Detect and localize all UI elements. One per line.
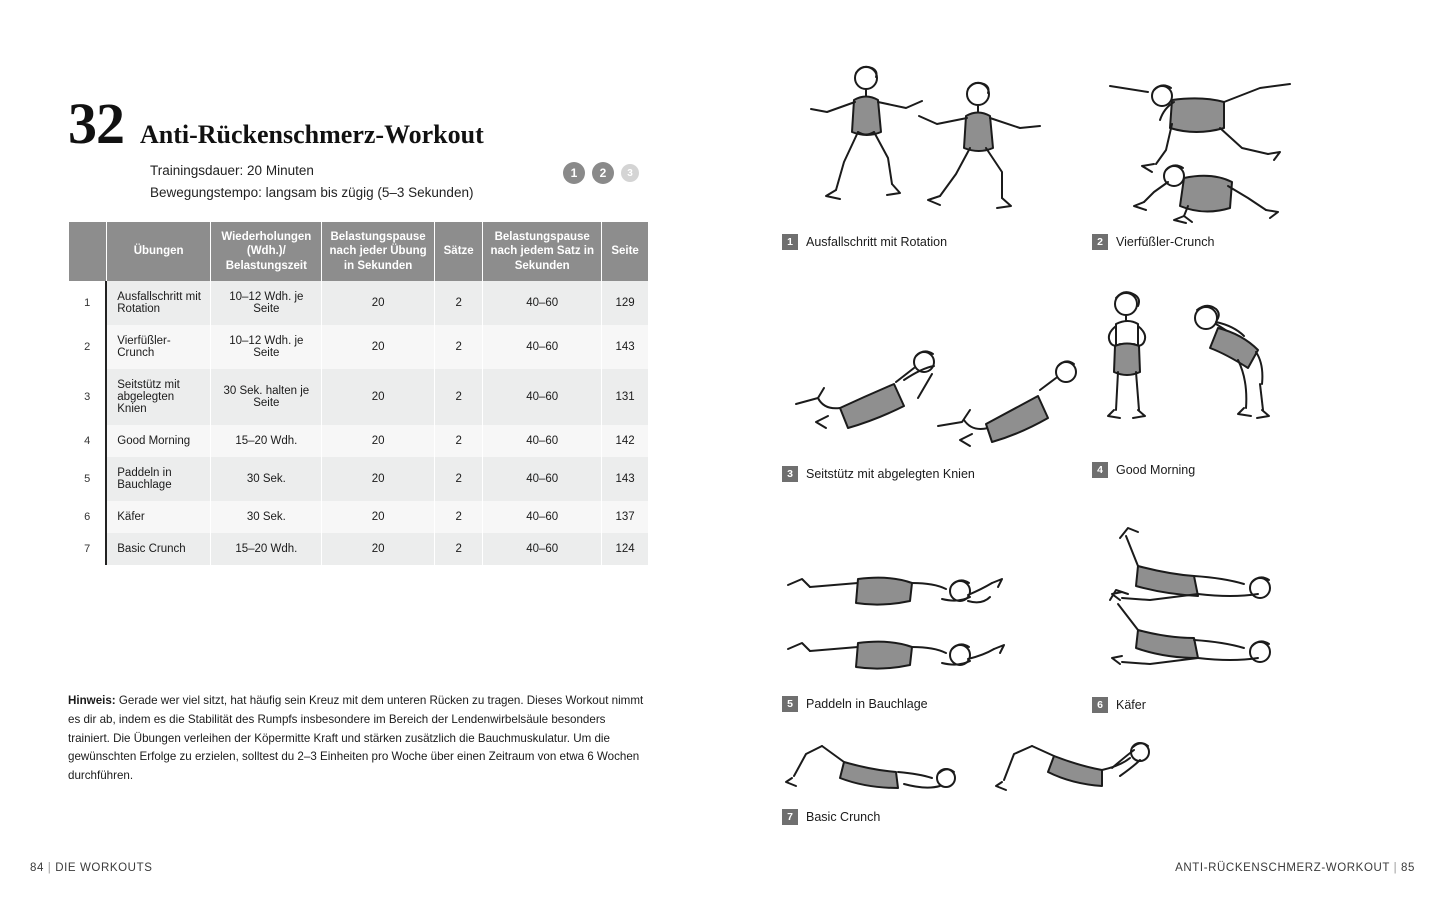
difficulty-levels	[563, 162, 639, 184]
table-row	[69, 281, 649, 325]
table-row	[69, 369, 649, 425]
footer-separator-right: |	[1393, 862, 1398, 874]
level-badge-2: 2	[592, 162, 614, 184]
good-morning-illustration	[1092, 278, 1342, 458]
row-reps: 10–12 Wdh. je Seite	[211, 281, 322, 325]
footer-section-right: ANTI-RÜCKENSCHMERZ-WORKOUT	[1175, 862, 1390, 874]
col-reps: Wiederholungen (Wdh.)/ Belastungszeit	[211, 222, 322, 281]
row-index: 5	[69, 457, 107, 501]
exercise-figure-3	[782, 330, 1082, 482]
col-index	[69, 222, 107, 281]
row-reps: 10–12 Wdh. je Seite	[211, 325, 322, 369]
workout-table	[68, 222, 648, 565]
hint-label: Hinweis:	[68, 694, 116, 707]
row-index: 4	[69, 425, 107, 457]
table-row	[69, 501, 649, 533]
row-pause-exercise: 20	[322, 325, 435, 369]
row-sets: 2	[434, 325, 482, 369]
exercise-caption-3	[782, 466, 1082, 482]
side-plank-illustration	[782, 330, 1082, 460]
lunge-rotation-illustration	[782, 58, 1067, 228]
row-sets: 2	[434, 533, 482, 565]
exercise-caption-2	[1092, 234, 1382, 250]
row-page: 137	[602, 501, 648, 533]
exercise-figure-6	[1092, 518, 1382, 713]
col-pause-set: Belastungspause nach jedem Satz in Sekunden	[483, 222, 602, 281]
row-pause-exercise: 20	[322, 533, 435, 565]
row-pause-exercise: 20	[322, 281, 435, 325]
exercise-illustration-7	[782, 728, 1182, 803]
footer-section-left: DIE WORKOUTS	[55, 862, 153, 874]
hint-paragraph	[68, 692, 648, 786]
row-sets: 2	[434, 501, 482, 533]
row-pause-exercise: 20	[322, 369, 435, 425]
row-pause-exercise: 20	[322, 501, 435, 533]
row-pause-set: 40–60	[483, 425, 602, 457]
row-exercise: Ausfallschritt mit Rotation	[106, 281, 211, 325]
exercise-illustration-6	[1092, 518, 1382, 693]
row-pause-exercise: 20	[322, 457, 435, 501]
exercise-number-badge-7: 7	[782, 809, 798, 825]
dead-bug-illustration	[1092, 518, 1382, 693]
exercise-figure-5	[782, 555, 1072, 712]
footer-page-number-right: 85	[1401, 862, 1415, 874]
row-exercise: Seitstütz mit abgelegten Knien	[106, 369, 211, 425]
exercise-label-7: Basic Crunch	[806, 810, 881, 824]
exercise-illustration-1	[782, 58, 1067, 228]
row-pause-set: 40–60	[483, 369, 602, 425]
exercise-caption-5	[782, 696, 1072, 712]
workout-meta	[150, 160, 473, 205]
row-reps: 30 Sek. halten je Seite	[211, 369, 322, 425]
exercise-illustration-3	[782, 330, 1082, 460]
exercise-number-badge-3: 3	[782, 466, 798, 482]
row-pause-set: 40–60	[483, 533, 602, 565]
footer-page-number-left: 84	[30, 862, 44, 874]
row-sets: 2	[434, 281, 482, 325]
row-exercise: Good Morning	[106, 425, 211, 457]
col-sets: Sätze	[434, 222, 482, 281]
exercise-number-badge-2: 2	[1092, 234, 1108, 250]
row-page: 131	[602, 369, 648, 425]
row-page: 129	[602, 281, 648, 325]
table-row	[69, 325, 649, 369]
row-exercise: Basic Crunch	[106, 533, 211, 565]
row-pause-set: 40–60	[483, 281, 602, 325]
row-index: 2	[69, 325, 107, 369]
col-page: Seite	[602, 222, 648, 281]
col-exercises: Übungen	[106, 222, 211, 281]
row-exercise: Paddeln in Bauchlage	[106, 457, 211, 501]
page-title: Anti-Rückenschmerz-Workout	[140, 120, 484, 149]
exercise-label-2: Vierfüßler-Crunch	[1116, 235, 1215, 249]
right-page	[722, 0, 1445, 912]
row-index: 6	[69, 501, 107, 533]
footer-left	[30, 862, 152, 874]
footer-separator-left: |	[47, 862, 52, 874]
table-body	[69, 281, 649, 565]
row-sets: 2	[434, 369, 482, 425]
row-reps: 30 Sek.	[211, 501, 322, 533]
exercise-figure-1	[782, 58, 1067, 250]
table-row	[69, 533, 649, 565]
movement-tempo: Bewegungstempo: langsam bis zügig (5–3 Sekunden)	[150, 185, 474, 201]
level-badge-3: 3	[621, 164, 639, 182]
row-index: 1	[69, 281, 107, 325]
exercise-label-6: Käfer	[1116, 698, 1146, 712]
exercise-label-1: Ausfallschritt mit Rotation	[806, 235, 948, 249]
row-pause-set: 40–60	[483, 325, 602, 369]
quadruped-crunch-illustration	[1092, 58, 1382, 228]
exercise-caption-1	[782, 234, 1067, 250]
exercise-caption-6	[1092, 697, 1382, 713]
hint-text: Gerade wer viel sitzt, hat häufig sein Kreuz mit dem unteren Rücken zu tragen. Dieses Workout nimmt es dir ab, indem es die Stabilität des Rumpfs insbesondere im Bereich der Lendenwirbelsäule besonders trainiert. Die Übungen verleihen der Köpermitte Kraft und stärken zusätzlich die Bauchmuskulatur. Um die gewünschten Erfolge zu erzielen, solltest du 2–3 Einheiten pro Woche über einen Zeitraum von etwa 6 Wochen durchführen.	[68, 694, 644, 783]
basic-crunch-illustration	[782, 728, 1182, 803]
prone-paddling-illustration	[782, 555, 1072, 690]
row-pause-set: 40–60	[483, 501, 602, 533]
row-reps: 30 Sek.	[211, 457, 322, 501]
exercise-illustration-4	[1092, 278, 1342, 458]
exercise-number-badge-4: 4	[1092, 462, 1108, 478]
row-exercise: Vierfüßler-Crunch	[106, 325, 211, 369]
footer-right	[1175, 862, 1415, 874]
exercise-figure-7	[782, 728, 1182, 825]
row-page: 143	[602, 325, 648, 369]
table-header-row	[69, 222, 649, 281]
exercise-caption-4	[1092, 462, 1342, 478]
exercise-number-badge-1: 1	[782, 234, 798, 250]
exercise-figure-2	[1092, 58, 1382, 250]
exercise-label-5: Paddeln in Bauchlage	[806, 697, 928, 711]
row-sets: 2	[434, 457, 482, 501]
training-duration: Trainingsdauer: 20 Minuten	[150, 163, 314, 178]
col-pause-exercise: Belastungspause nach jeder Übung in Sekunden	[322, 222, 435, 281]
workout-number: 32	[68, 91, 124, 156]
row-pause-set: 40–60	[483, 457, 602, 501]
exercise-label-3: Seitstütz mit abgelegten Knien	[806, 467, 975, 481]
row-page: 143	[602, 457, 648, 501]
exercise-figure-4	[1092, 278, 1342, 478]
workout-heading	[68, 91, 668, 156]
exercise-caption-7	[782, 809, 1182, 825]
row-page: 124	[602, 533, 648, 565]
table-row	[69, 457, 649, 501]
row-pause-exercise: 20	[322, 425, 435, 457]
row-exercise: Käfer	[106, 501, 211, 533]
row-index: 3	[69, 369, 107, 425]
exercise-number-badge-6: 6	[1092, 697, 1108, 713]
left-page	[0, 0, 722, 912]
level-badge-1: 1	[563, 162, 585, 184]
row-reps: 15–20 Wdh.	[211, 533, 322, 565]
row-index: 7	[69, 533, 107, 565]
row-page: 142	[602, 425, 648, 457]
table-row	[69, 425, 649, 457]
row-reps: 15–20 Wdh.	[211, 425, 322, 457]
exercise-illustration-5	[782, 555, 1072, 690]
exercise-label-4: Good Morning	[1116, 463, 1196, 477]
exercise-number-badge-5: 5	[782, 696, 798, 712]
row-sets: 2	[434, 425, 482, 457]
exercise-illustration-2	[1092, 58, 1382, 228]
